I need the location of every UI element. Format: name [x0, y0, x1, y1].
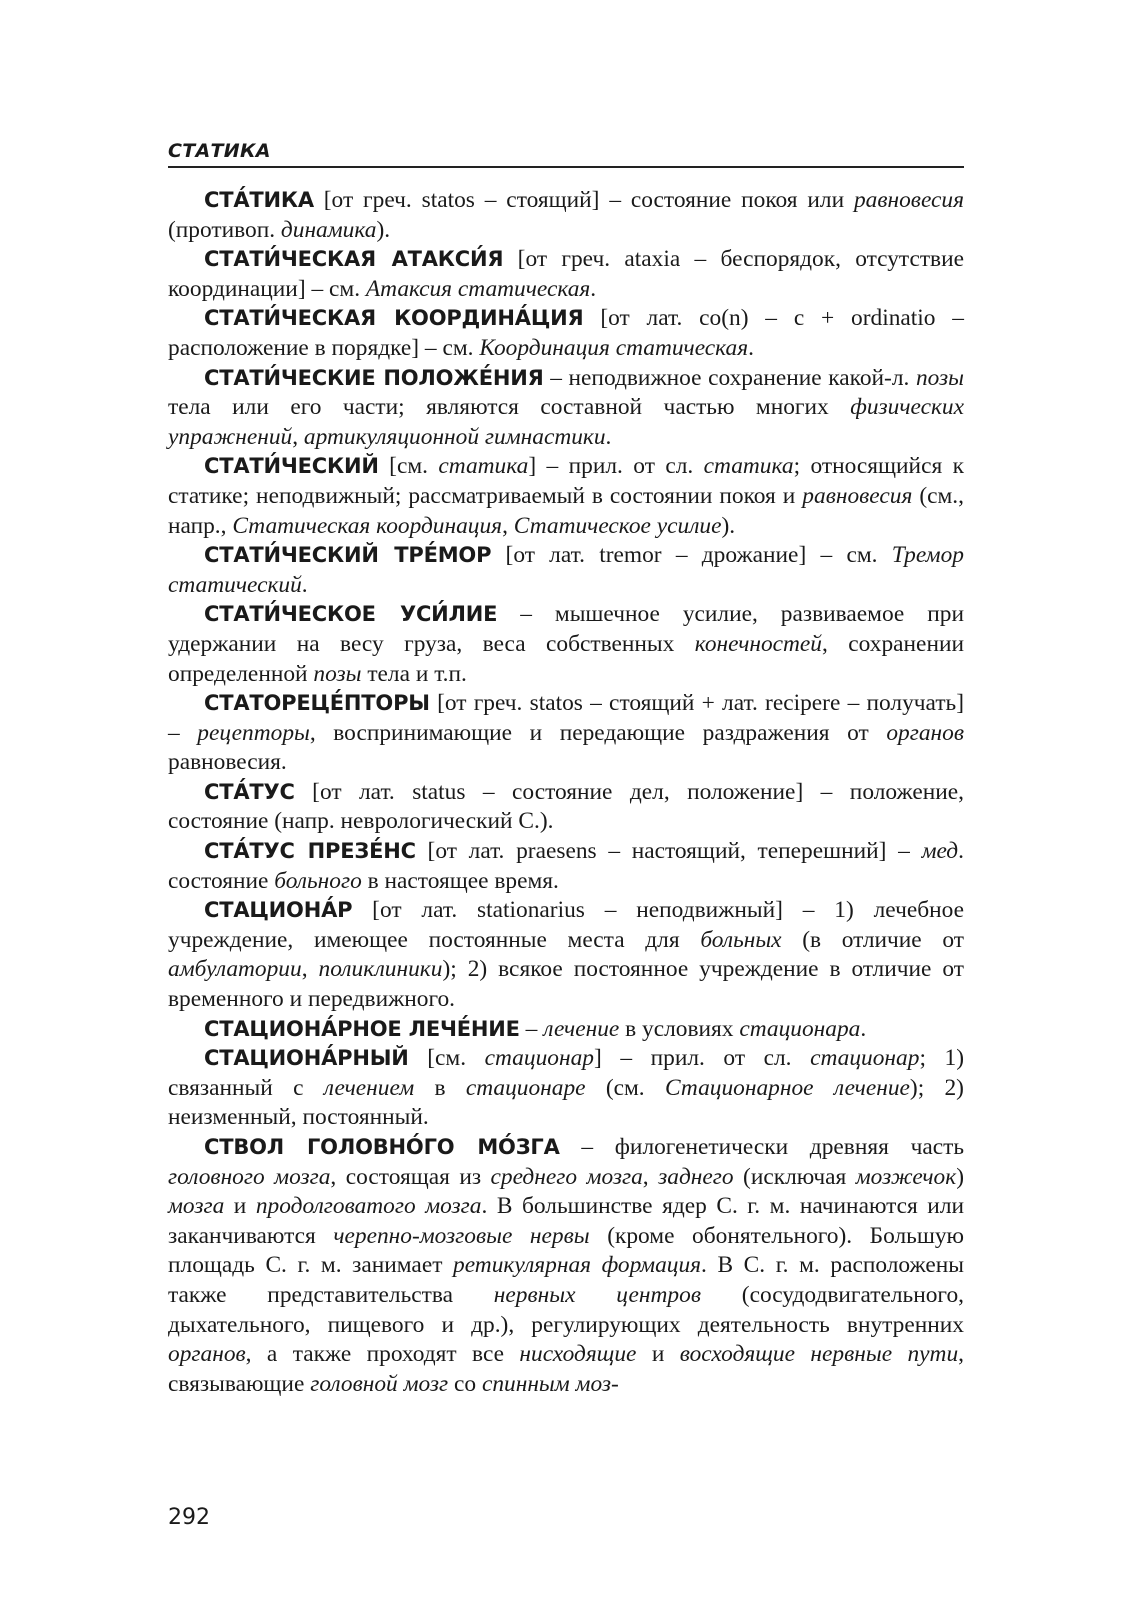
entry-text: , связывающие	[168, 1341, 965, 1397]
entry-headword: СТАЦИОНА́Р	[204, 898, 353, 923]
entry-text: со	[448, 1370, 482, 1397]
dictionary-entry	[168, 1044, 964, 1133]
dictionary-entry	[168, 186, 964, 245]
entry-text: тела и т.п.	[361, 660, 467, 687]
entry-text: и	[636, 1341, 680, 1368]
entry-text: , воспринимающие и передающие раздражения от	[309, 719, 887, 746]
entry-text: ,	[642, 1163, 659, 1190]
entry-italic-term: поликлиники	[318, 956, 443, 983]
entry-italic-term: статика	[438, 453, 529, 480]
dictionary-entry	[168, 896, 964, 1014]
entry-italic-term: Тремор статический	[168, 542, 964, 598]
entry-text: [от лат. tremor – дрожание] – см.	[491, 542, 892, 569]
entry-italic-term: Статическое усилие	[513, 512, 722, 539]
entry-italic-term: рецепторы	[197, 719, 310, 746]
entry-text: – неподвижное сохранение какой-л.	[543, 364, 916, 391]
entry-italic-term: мед	[921, 838, 959, 865]
entry-italic-term: физических упражнений	[168, 394, 964, 450]
entry-headword: СТАТИ́ЧЕСКИЕ ПОЛОЖЕ́НИЯ	[204, 365, 544, 390]
entry-text: [от лат. status – состояние дел, положение] – положение, состояние (напр. неврологический С.).	[168, 778, 964, 835]
entry-italic-term: лечение	[543, 1015, 620, 1042]
entry-italic-term: больного	[274, 867, 362, 894]
entry-text: –	[519, 1015, 544, 1042]
entry-text: ] – прил. от сл.	[528, 453, 704, 480]
entry-text: [от греч. statos – стоящий + лат. recipere – получать] –	[168, 690, 964, 746]
dictionary-entry	[168, 304, 964, 363]
entry-text: (исключая	[733, 1163, 856, 1190]
entry-headword: СТАЦИОНА́РНЫЙ	[204, 1046, 409, 1071]
entry-italic-term: динамика	[280, 216, 377, 243]
entry-text: ; относящийся к статике; неподвижный; рассматриваемый в состоянии покоя и	[168, 453, 964, 509]
entry-italic-term: черепно-мозговые нервы	[333, 1222, 590, 1249]
page-number: 292	[168, 1505, 210, 1530]
entry-text: ; 1) связанный с	[168, 1045, 964, 1101]
entry-text: .	[748, 334, 754, 361]
entry-text: [от греч. ataxia – беспорядок, отсутствие координации] – см.	[168, 246, 964, 302]
entry-text: .	[605, 423, 612, 450]
entry-italic-term: позы	[915, 364, 964, 391]
entry-headword: СТАТОРЕЦЕ́ПТОРЫ	[204, 691, 430, 716]
entry-text: (см.	[585, 1074, 665, 1101]
entry-text: ).	[721, 512, 736, 539]
entry-italic-term: стационар	[484, 1045, 594, 1072]
entry-italic-term: органов	[886, 719, 964, 746]
entry-italic-term: амбулатории	[168, 956, 302, 983]
entry-text: , сохранении определенной	[168, 630, 964, 687]
entry-italic-term: стационаре	[465, 1074, 586, 1101]
entry-italic-term: среднего мозга	[490, 1163, 643, 1190]
entry-headword: СТА́ТУС	[204, 779, 295, 804]
dictionary-entry	[168, 600, 964, 689]
entry-text: и	[224, 1193, 256, 1220]
entry-headword: СТАЦИОНА́РНОЕ ЛЕЧЕ́НИЕ	[204, 1016, 520, 1041]
entry-italic-term: мозга	[168, 1193, 225, 1220]
dictionary-entry	[168, 1133, 964, 1399]
entry-italic-term: заднего	[658, 1163, 734, 1190]
entry-text: .	[860, 1015, 867, 1042]
dictionary-entry	[168, 364, 964, 453]
entry-italic-term: лечением	[323, 1074, 415, 1101]
entry-text: .	[301, 571, 308, 598]
entry-text: . состояние	[168, 838, 964, 894]
entry-text: равновесия.	[168, 749, 287, 776]
entry-text: [от лат. co(n) – с + ordinatio – расположение в порядке] – см.	[168, 305, 965, 361]
entry-italic-term: артикуляционной гимнастики	[303, 423, 606, 450]
entry-text: – филогенетически древняя часть	[559, 1134, 964, 1160]
dictionary-entry	[168, 452, 964, 541]
entry-italic-term: нервных центров	[493, 1281, 701, 1308]
entry-italic-term: позы	[313, 660, 362, 687]
dictionary-entry	[168, 689, 964, 778]
entry-headword: СТАТИ́ЧЕСКИЙ	[204, 454, 379, 479]
entry-headword: СТАТИ́ЧЕСКАЯ АТАКСИ́Я	[204, 247, 504, 272]
entry-italic-term: мозжечок	[855, 1163, 957, 1190]
entry-headword: СТА́ТИКА	[204, 188, 314, 212]
entry-italic-term: нисходящие	[519, 1341, 637, 1368]
entry-headword: СТА́ТУС ПРЕЗЕ́НС	[204, 839, 416, 864]
entry-headword: СТАТИ́ЧЕСКИЙ ТРЕ́МОР	[204, 543, 492, 568]
entry-text: [от лат. stationarius – неподвижный] – 1) лечебное учреждение, имеющее постоянные места для	[168, 897, 964, 953]
entry-text: ] – прил. от сл.	[593, 1045, 811, 1072]
dictionary-entry	[168, 541, 964, 600]
entry-text: ,	[301, 956, 319, 983]
entry-italic-term: Атаксия статическая	[365, 275, 591, 302]
entry-text: ,	[292, 423, 304, 450]
entry-italic-term: конечностей	[694, 630, 822, 657]
entry-text: (кроме обонятельного). Большую площадь С. г. м. занимает	[168, 1222, 965, 1279]
entry-text: (см., напр.,	[168, 482, 964, 539]
entry-italic-term: ретикулярная формация	[453, 1252, 702, 1279]
entry-italic-term: головной мозг	[310, 1370, 449, 1397]
entry-text: . В С. г. м. расположены также представительства	[168, 1252, 964, 1308]
entry-text: , а также проходят все	[245, 1341, 520, 1368]
entry-text: . В большинстве ядер С. г. м. начинаются или заканчиваются	[168, 1193, 965, 1249]
entry-italic-term: продолговатого мозга	[255, 1193, 482, 1220]
entry-italic-term: равновесия	[853, 187, 964, 213]
entry-italic-term: спинным моз-	[481, 1370, 619, 1397]
entry-text: в условиях	[619, 1015, 740, 1042]
dictionary-entry	[168, 778, 964, 837]
entry-italic-term: органов	[168, 1341, 246, 1368]
entry-headword: СТВОЛ ГОЛОВНО́ГО МО́ЗГА	[204, 1135, 560, 1159]
entry-italic-term: стационар	[810, 1045, 920, 1072]
entry-text: тела или его части; являются составной частью многих	[168, 394, 851, 421]
entry-italic-term: Статическая координация	[232, 512, 503, 539]
entry-text: ); 2) неизменный, постоянный.	[168, 1074, 964, 1131]
entry-italic-term: Координация статическая	[479, 334, 749, 361]
entry-text: (сосудодвигательного, дыхательного, пищевого и др.), регулирующих деятельность внутренних	[168, 1281, 964, 1338]
entry-headword: СТАТИ́ЧЕСКОЕ УСИ́ЛИЕ	[204, 602, 498, 627]
entry-text: (противоп.	[168, 216, 281, 243]
entry-text: [см.	[408, 1045, 485, 1072]
entry-text: ); 2) всякое постоянное учреждение в отличие от временного и передвижного.	[168, 956, 964, 1013]
entry-text: [от лат. praesens – настоящий, теперешний] –	[415, 838, 922, 865]
entry-text: .	[590, 275, 597, 302]
entry-italic-term: стационара	[739, 1015, 861, 1042]
entry-text: в	[414, 1074, 466, 1101]
running-head: СТАТИКА	[168, 140, 964, 168]
dictionary-entry	[168, 1015, 964, 1045]
entry-text: в настоящее время.	[361, 867, 559, 894]
entry-italic-term: головного мозга	[168, 1163, 331, 1190]
entry-italic-term: равновесия	[802, 482, 913, 509]
entry-text: ).	[376, 216, 391, 243]
entry-italic-term: статика	[703, 453, 794, 480]
entry-text: (в отличие от	[781, 926, 964, 953]
entry-italic-term: Стационарное лечение	[664, 1074, 910, 1101]
entry-text: [см.	[378, 453, 439, 480]
entry-text: ,	[502, 512, 514, 539]
entry-text: – мышечное усилие, развиваемое при удержании на весу груза, веса собственных	[168, 601, 964, 657]
entry-headword: СТАТИ́ЧЕСКАЯ КООРДИНА́ЦИЯ	[204, 306, 584, 331]
dictionary-entry	[168, 837, 964, 896]
entry-text: )	[956, 1163, 964, 1190]
entry-text: , состоящая из	[330, 1163, 491, 1190]
dictionary-entries	[168, 186, 964, 1399]
entry-text: [от греч. statos – стоящий] – состояние покоя или	[313, 187, 854, 213]
dictionary-entry	[168, 245, 964, 304]
entry-italic-term: восходящие нервные пути	[679, 1341, 959, 1368]
entry-italic-term: больных	[700, 926, 782, 953]
